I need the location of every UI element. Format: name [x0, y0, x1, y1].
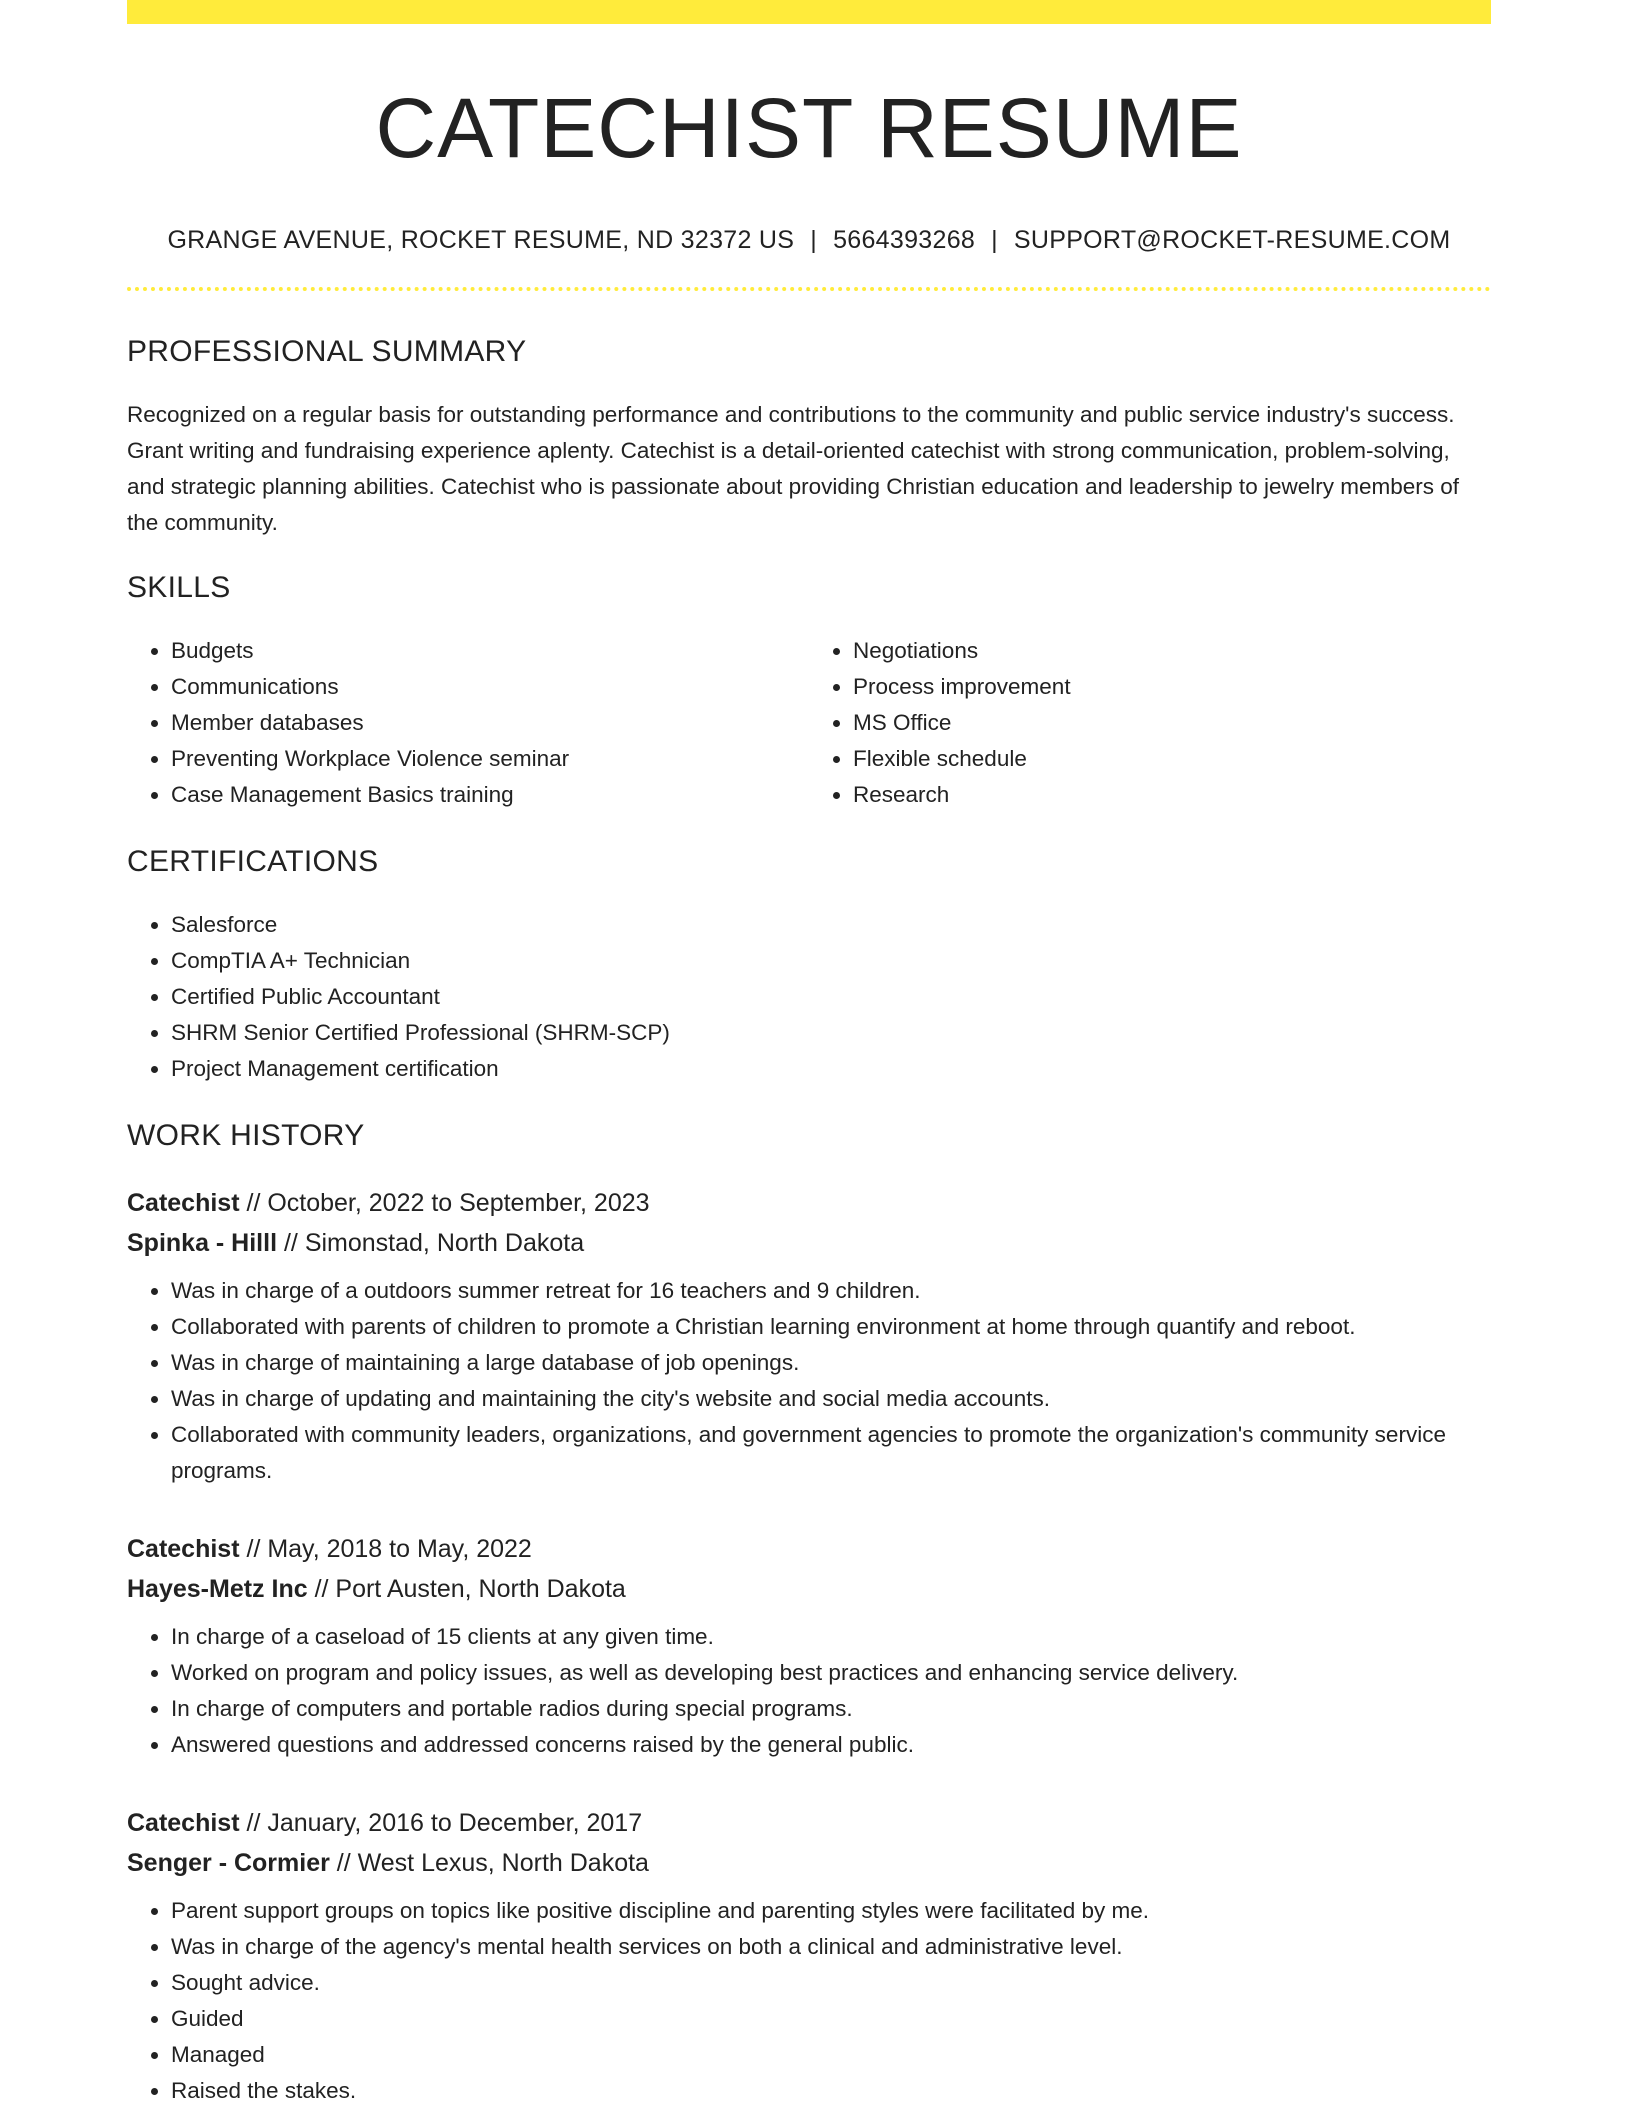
skill-item: • Negotiations	[853, 633, 1491, 669]
job-bullet: • Guided	[171, 2001, 1491, 2037]
job-company: Spinka - Hilll	[127, 1229, 278, 1258]
job-company: Hayes-Metz Inc	[127, 1575, 308, 1604]
job-bullet: • In charge of computers and portable radios during special programs.	[171, 1691, 1491, 1727]
job-bullet: • Collaborated with parents of children to promote a Christian learning environment at home through quantify and reboot.	[171, 1309, 1491, 1345]
summary-text: Recognized on a regular basis for outstanding performance and contributions to the community and public service industry's success. Grant writing and fundraising experience aplenty. Catechist is a detail-oriented catechist with strong communication, problem-solving, and strategic planning abilities. Catechist who is passionate about providing Christian education and leadership to jewelry members of the community.	[127, 402, 1460, 536]
skills-list-right	[809, 633, 1491, 813]
certification-item: • Salesforce	[171, 907, 1491, 943]
job-dates: // October, 2022 to September, 2023	[239, 1189, 650, 1218]
job-bullet: • Raised the stakes.	[171, 2073, 1491, 2109]
job-dates: // May, 2018 to May, 2022	[239, 1535, 532, 1564]
skill-item: • Process improvement	[853, 669, 1491, 705]
contact-line	[127, 226, 1491, 255]
job-bullet: • Parent support groups on topics like positive discipline and parenting styles were facilitated by me.	[171, 1893, 1491, 1929]
job-role: Catechist	[127, 1809, 240, 1838]
job-entry	[127, 1803, 1491, 2109]
job-role: Catechist	[127, 1535, 240, 1564]
job-bullets	[127, 1893, 1491, 2109]
contact-separator: |	[810, 226, 818, 255]
contact-phone: 5664393268	[833, 226, 976, 255]
resume-title: CATECHIST RESUME	[375, 81, 1243, 175]
job-entry	[127, 1529, 1491, 1763]
job-bullets	[127, 1273, 1491, 1489]
job-bullet: • Answered questions and addressed concerns raised by the general public.	[171, 1727, 1491, 1763]
work-history-heading: WORK HISTORY	[127, 1119, 365, 1153]
job-bullet: • Managed	[171, 2037, 1491, 2073]
job-company-line	[127, 1569, 1491, 1609]
job-entry	[127, 1183, 1491, 1489]
job-bullet: • Worked on program and policy issues, as well as developing best practices and enhancing service delivery.	[171, 1655, 1491, 1691]
job-company: Senger - Cormier	[127, 1849, 330, 1878]
skill-item: • Preventing Workplace Violence seminar	[171, 741, 809, 777]
contact-email: SUPPORT@ROCKET-RESUME.COM	[1013, 226, 1451, 255]
skill-item: • Research	[853, 777, 1491, 813]
job-bullet: • Was in charge of a outdoors summer retreat for 16 teachers and 9 children.	[171, 1273, 1491, 1309]
job-role: Catechist	[127, 1189, 240, 1218]
skill-item: • Communications	[171, 669, 809, 705]
job-title-line	[127, 1183, 1491, 1223]
summary-heading: PROFESSIONAL SUMMARY	[127, 335, 527, 369]
job-dates: // January, 2016 to December, 2017	[239, 1809, 643, 1838]
job-title-line	[127, 1803, 1491, 1843]
certification-item: • Project Management certification	[171, 1051, 1491, 1087]
job-bullet: • Collaborated with community leaders, organizations, and government agencies to promote the organization's community service programs.	[171, 1417, 1491, 1489]
certifications-heading: CERTIFICATIONS	[127, 845, 379, 879]
certification-item: • CompTIA A+ Technician	[171, 943, 1491, 979]
job-location: // West Lexus, North Dakota	[329, 1849, 649, 1878]
skill-item: • Flexible schedule	[853, 741, 1491, 777]
certifications-list	[127, 907, 1491, 1087]
resume-page	[127, 0, 1491, 2109]
skill-item: • Case Management Basics training	[171, 777, 809, 813]
job-location: // Port Austen, North Dakota	[307, 1575, 626, 1604]
job-location: // Simonstad, North Dakota	[277, 1229, 585, 1258]
skills-heading: SKILLS	[127, 571, 231, 605]
contact-separator: |	[991, 226, 998, 255]
skills-list-left	[127, 633, 809, 813]
skill-item: • Budgets	[171, 633, 809, 669]
job-company-line	[127, 1843, 1491, 1883]
job-company-line	[127, 1223, 1491, 1263]
contact-address: GRANGE AVENUE, ROCKET RESUME, ND 32372 US	[167, 226, 795, 255]
job-bullet: • In charge of a caseload of 15 clients at any given time.	[171, 1619, 1491, 1655]
dotted-divider	[127, 287, 1491, 291]
accent-top-bar	[127, 0, 1491, 24]
job-bullet: • Sought advice.	[171, 1965, 1491, 2001]
job-bullet: • Was in charge of updating and maintaining the city's website and social media accounts.	[171, 1381, 1491, 1417]
job-title-line	[127, 1529, 1491, 1569]
certification-item: • SHRM Senior Certified Professional (SHRM-SCP)	[171, 1015, 1491, 1051]
skill-item: • MS Office	[853, 705, 1491, 741]
certification-item: • Certified Public Accountant	[171, 979, 1491, 1015]
job-bullet: • Was in charge of maintaining a large database of job openings.	[171, 1345, 1491, 1381]
job-bullet: • Was in charge of the agency's mental health services on both a clinical and administrative level.	[171, 1929, 1491, 1965]
job-bullets	[127, 1619, 1491, 1763]
skill-item: • Member databases	[171, 705, 809, 741]
skills-columns	[127, 633, 1491, 813]
